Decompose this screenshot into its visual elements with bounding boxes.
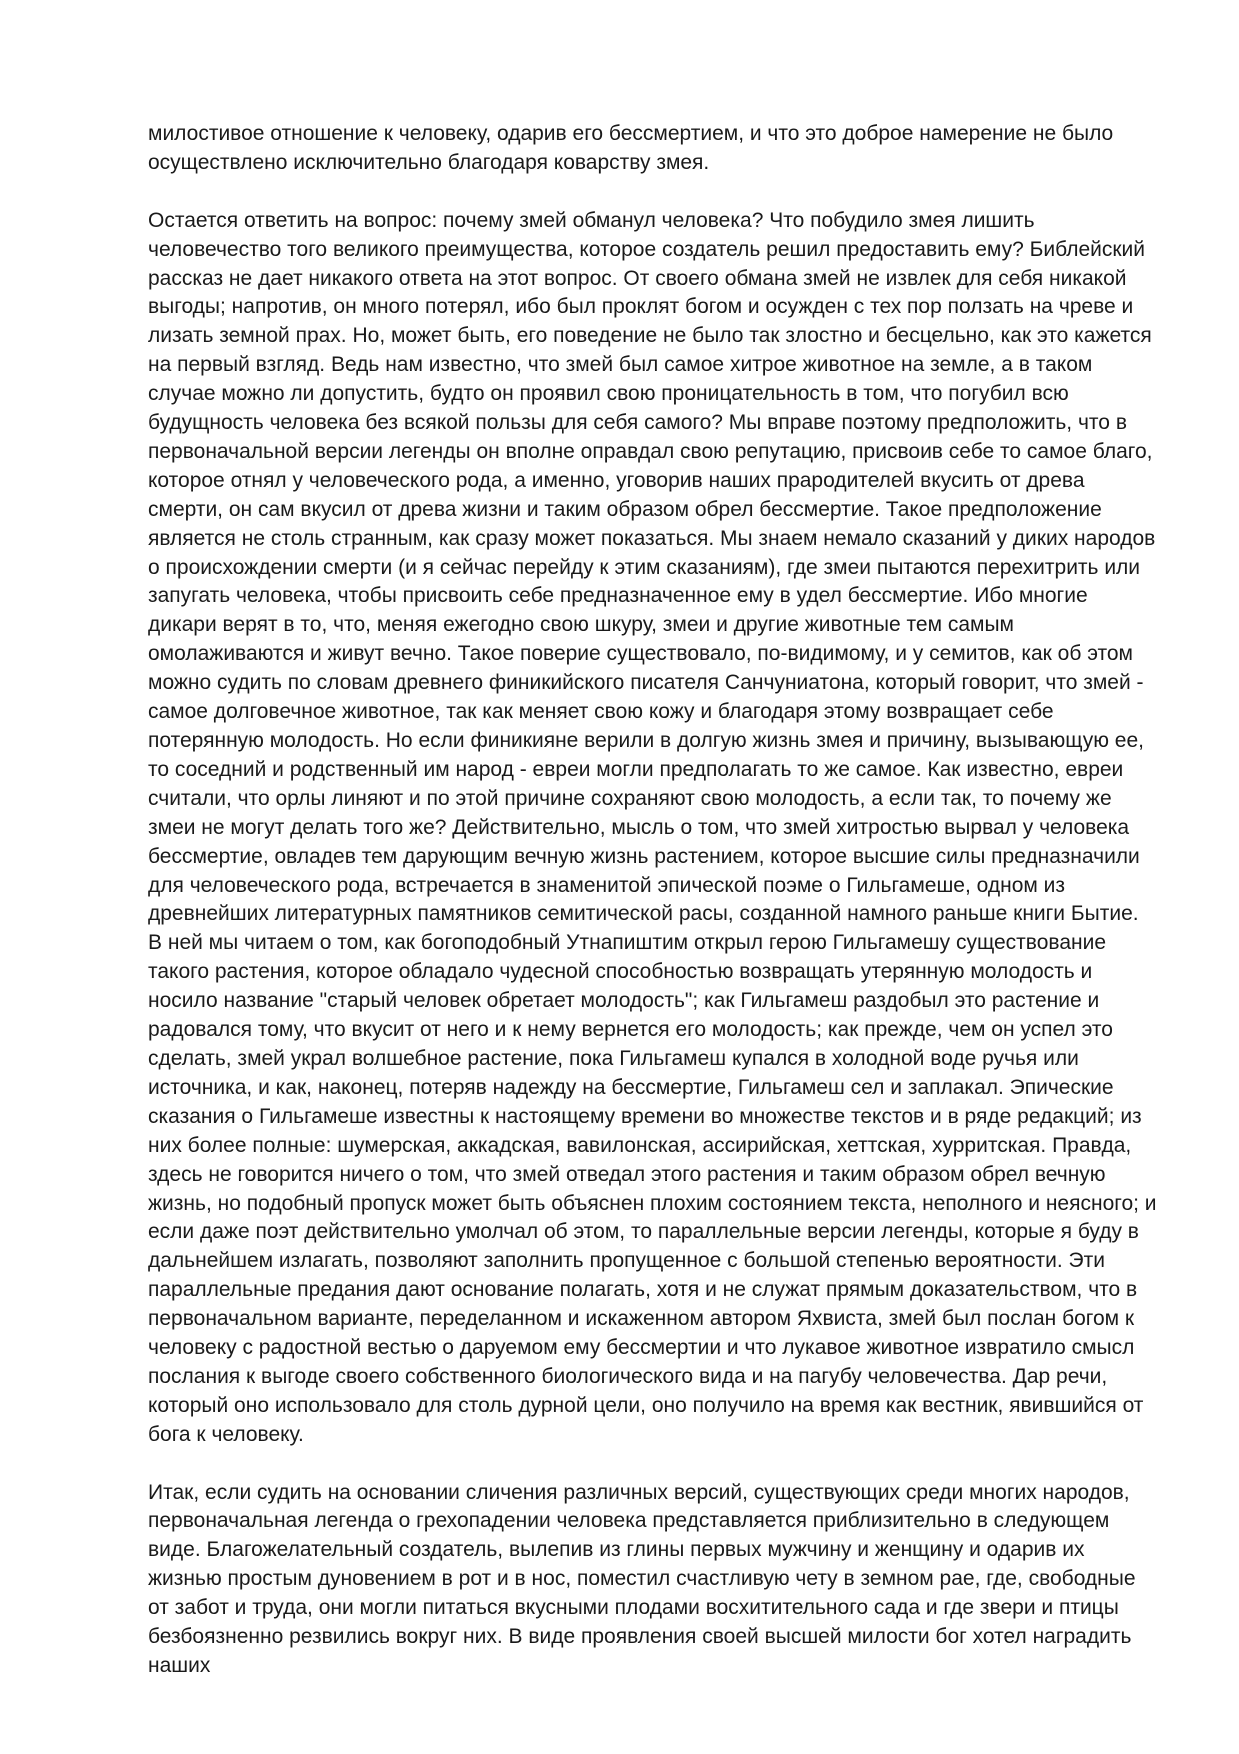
document-page: [148, 120, 1158, 1710]
paragraph-2: Остается ответить на вопрос: почему змей обманул человека? Что побудило змея лишить человечество того великого преимущества, которое создатель решил предоставить ему? Библейский рассказ не дает никакого ответа на этот вопрос. От своего обмана змей не извлек для себя никакой выгоды; напротив, он много потерял, ибо был проклят богом и осужден с тех пор ползать на чреве и лизать земной прах. Но, может быть, его поведение не было так злостно и бесцельно, как это кажется на первый взгляд. Ведь нам известно, что змей был самое хитрое животное на земле, а в таком случае можно ли допустить, будто он проявил свою проницательность в том, что погубил всю будущность человека без всякой пользы для себя самого? Мы вправе поэтому предположить, что в первоначальной версии легенды он вполне оправдал свою репутацию, присвоив себе то самое благо, которое отнял у человеческого рода, а именно, уговорив наших прародителей вкусить от древа смерти, он сам вкусил от древа жизни и таким образом обрел бессмертие. Такое предположение является не столь странным, как сразу может показаться. Мы знаем немало сказаний у диких народов о происхождении смерти (и я сейчас перейду к этим сказаниям), где змеи пытаются перехитрить или запугать человека, чтобы присвоить себе предназначенное ему в удел бессмертие. Ибо многие дикари верят в то, что, меняя ежегодно свою шкуру, змеи и другие животные тем самым омолаживаются и живут вечно. Такое поверие существовало, по-видимому, и у семитов, как об этом можно судить по словам древнего финикийского писателя Санчуниатона, который говорит, что змей - самое долговечное животное, так как меняет свою кожу и благодаря этому возвращает себе потерянную молодость. Но если финикияне верили в долгую жизнь змея и причину, вызывающую ее, то соседний и родственный им народ - евреи могли предполагать то же самое. Как известно, евреи считали, что орлы линяют и по этой причине сохраняют свою молодость, а если так, то почему же змеи не могут делать того же? Действительно, мысль о том, что змей хитростью вырвал у человека бессмертие, овладев тем дарующим вечную жизнь растением, которое высшие силы предназначили для человеческого рода, встречается в знаменитой эпической поэме о Гильгамеше, одном из древнейших литературных памятников семитической расы, созданной намного раньше книги Бытие. В ней мы читаем о том, как богоподобный Утнапиштим открыл герою Гильгамешу существование такого растения, которое обладало чудесной способностью возвращать утерянную молодость и носило название "старый человек обретает молодость"; как Гильгамеш раздобыл это растение и радовался тому, что вкусит от него и к нему вернется его молодость; как прежде, чем он успел это сделать, змей украл волшебное растение, пока Гильгамеш купался в холодной воде ручья или источника, и как, наконец, потеряв надежду на бессмертие, Гильгамеш сел и заплакал. Эпические сказания о Гильгамеше известны к настоящему времени во множестве текстов и в ряде редакций; из них более полные: шумерская, аккадская, вавилонская, ассирийская, хеттская, хурритская. Правда, здесь не говорится ничего о том, что змей отведал этого растения и таким образом обрел вечную жизнь, но подобный пропуск может быть объяснен плохим состоянием текста, неполного и неясного; и если даже поэт действительно умолчал об этом, то параллельные версии легенды, которые я буду в дальнейшем излагать, позволяют заполнить пропущенное с большой степенью вероятности. Эти параллельные предания дают основание полагать, хотя и не служат прямым доказательством, что в первоначальном варианте, переделанном и искаженном автором Яхвиста, змей был послан богом к человеку с радостной вестью о даруемом ему бессмертии и что лукавое животное извратило смысл послания к выгоде своего собственного биологического вида и на пагубу человечества. Дар речи, который оно использовало для столь дурной цели, оно получило на время как вестник, явившийся от бога к человеку.: [148, 208, 1157, 1446]
paragraph-3: Итак, если судить на основании сличения различных версий, существующих среди многих народов, первоначальная легенда о грехопадении человека представляется приблизительно в следующем виде. Благожелательный создатель, вылепив из глины первых мужчину и женщину и одарив их жизнью простым дуновением в рот и в нос, поместил счастливую чету в земном рае, где, свободные от забот и труда, они могли питаться вкусными плодами восхитительного сада и где звери и птицы безбоязненно резвились вокруг них. В виде проявления своей высшей милости бог хотел наградить наших: [148, 1480, 1136, 1677]
paragraph-1: милостивое отношение к человеку, одарив его бессмертием, и что это доброе намерение не было осуществлено исключительно благодаря коварству змея.: [148, 122, 1114, 174]
